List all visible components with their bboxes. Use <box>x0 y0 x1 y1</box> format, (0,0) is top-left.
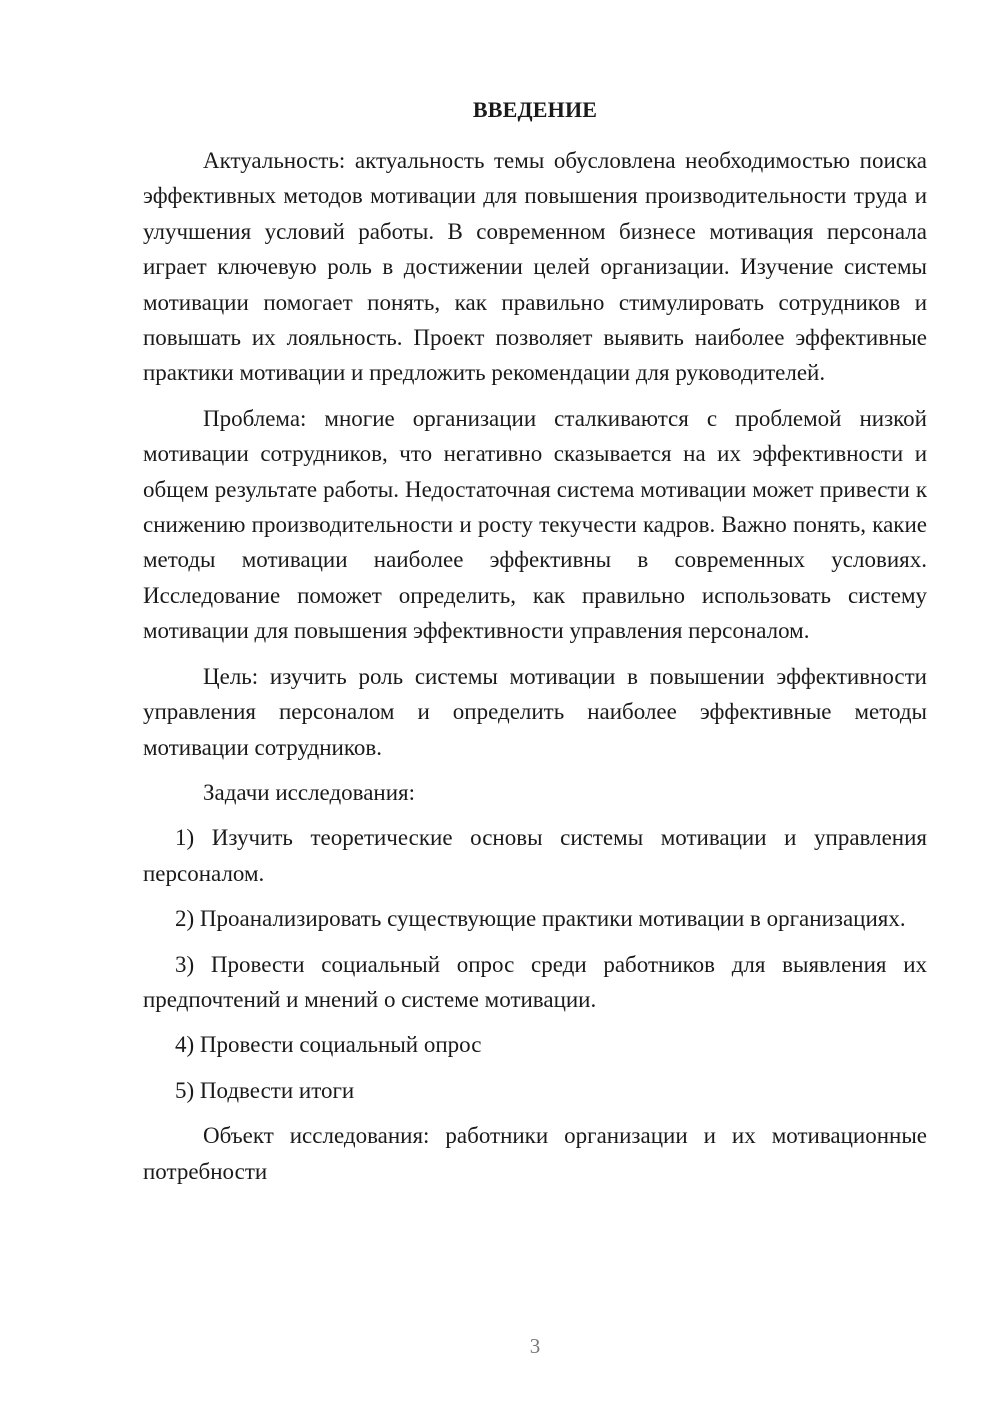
section-title: ВВЕДЕНИЕ <box>472 97 598 122</box>
page-number: 3 <box>529 1334 541 1358</box>
document-body <box>143 94 927 1199</box>
paragraph-tasks-heading: Задачи исследования: <box>203 779 416 805</box>
paragraph-problem: Проблема: многие организации сталкиваются с проблемой низкой мотивации сотрудников, что негативно сказывается на их эффективности и общем результате работы. Недостаточная система мотивации может привести к снижению производительности и росту текучести кадров. Важно понять, какие методы мотивации наиболее эффективны в современных условиях. Исследование поможет определить, как правильно использовать систему мотивации для повышения эффективности управления персоналом. <box>143 405 927 644</box>
task-item-2: 2) Проанализировать существующие практики мотивации в организациях. <box>175 906 906 932</box>
task-item-3: 3) Провести социальный опрос среди работников для выявления их предпочтений и мнений о системе мотивации. <box>143 951 927 1012</box>
task-item-5: 5) Подвести итоги <box>175 1077 355 1103</box>
task-item-1: 1) Изучить теоретические основы системы мотивации и управления персоналом. <box>143 825 927 886</box>
paragraph-relevance: Актуальность: актуальность темы обусловлена необходимостью поиска эффективных методов мотивации для повышения производительности труда и улучшения условий работы. В современном бизнесе мотивация персонала играет ключевую роль в достижении целей организации. Изучение системы мотивации помогает понять, как правильно стимулировать сотрудников и повышать их лояльность. Проект позволяет выявить наиболее эффективные практики мотивации и предложить рекомендации для руководителей. <box>143 148 927 386</box>
paragraph-object: Объект исследования: работники организации и их мотивационные потребности <box>143 1123 927 1184</box>
paragraph-goal: Цель: изучить роль системы мотивации в повышении эффективности управления персоналом и определить наиболее эффективные методы мотивации сотрудников. <box>143 663 927 760</box>
task-item-4: 4) Провести социальный опрос <box>175 1032 482 1058</box>
